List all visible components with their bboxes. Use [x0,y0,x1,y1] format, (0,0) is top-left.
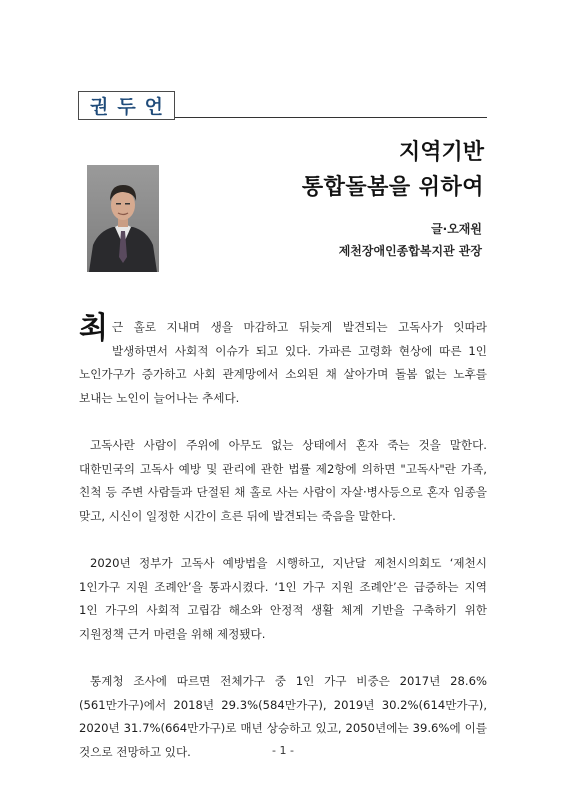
paragraph-4: 통계청 조사에 따르면 전체가구 중 1인 가구 비중은 2017년 28.6%(561만가구)에서 2018년 29.3%(584만가구), 2019년 30.2%(614만가구), 2020년 31.7%(664만가구)로 매년 상승하고 있고, 2050년에는 39.6%에 이를 것으로 전망하고 있다. [79,673,487,759]
author-photo [87,165,159,272]
author-name: 글·오재원 [431,222,482,236]
paragraph-3: 2020년 정부가 고독사 예방법을 시행하고, 지난달 제천시의회도 ‘제천시 1인가구 지원 조례안’을 통과시켰다. ‘1인 가구 지원 조례안’은 급증하는 지역 1인 가구의 사회적 고립감 해소와 안정적 생활 체계 기반을 구축하기 위한 지원정책 근거 마련을 위해 제정됐다. [79,555,487,641]
article-title-line2: 통합돌봄을 위하여 [301,175,484,200]
section-label: 권두언 [89,96,173,118]
paragraph-2: 고독사란 사람이 주위에 아무도 없는 상태에서 혼자 죽는 것을 말한다. 대한민국의 고독사 예방 및 관리에 관한 법률 제2항에 의하면 "고독사"란 가족, 친척 등 주변 사람들과 단절된 채 홀로 사는 사람이 자살·병사등으로 혼자 임종을 맞고, 시신이 일정한 시간이 흐른 뒤에 발견되는 죽음을 말한다. [79,437,487,523]
section-label-box [78,91,175,120]
article-title-line1: 지역기반 [398,140,484,165]
paragraph-1-text: 근 홀로 지내며 생을 마감하고 뒤늦게 발견되는 고독사가 잇따라 발생하면서 사회적 이슈가 되고 있다. 가파른 고령화 현상에 따른 1인 노인가구가 증가하고 사회 관계망에서 소외된 채 살아가며 돌봄 없는 노후를 보내는 노인이 늘어나는 추세다. [79,320,487,405]
author-affiliation: 제천장애인종합복지관 관장 [338,244,482,258]
drop-cap: 최 [79,311,108,346]
section-divider [175,117,487,118]
article-body [79,311,487,764]
page-number: - 1 - [272,744,294,757]
portrait-photo-icon [87,165,159,272]
paragraph-1 [79,311,487,410]
